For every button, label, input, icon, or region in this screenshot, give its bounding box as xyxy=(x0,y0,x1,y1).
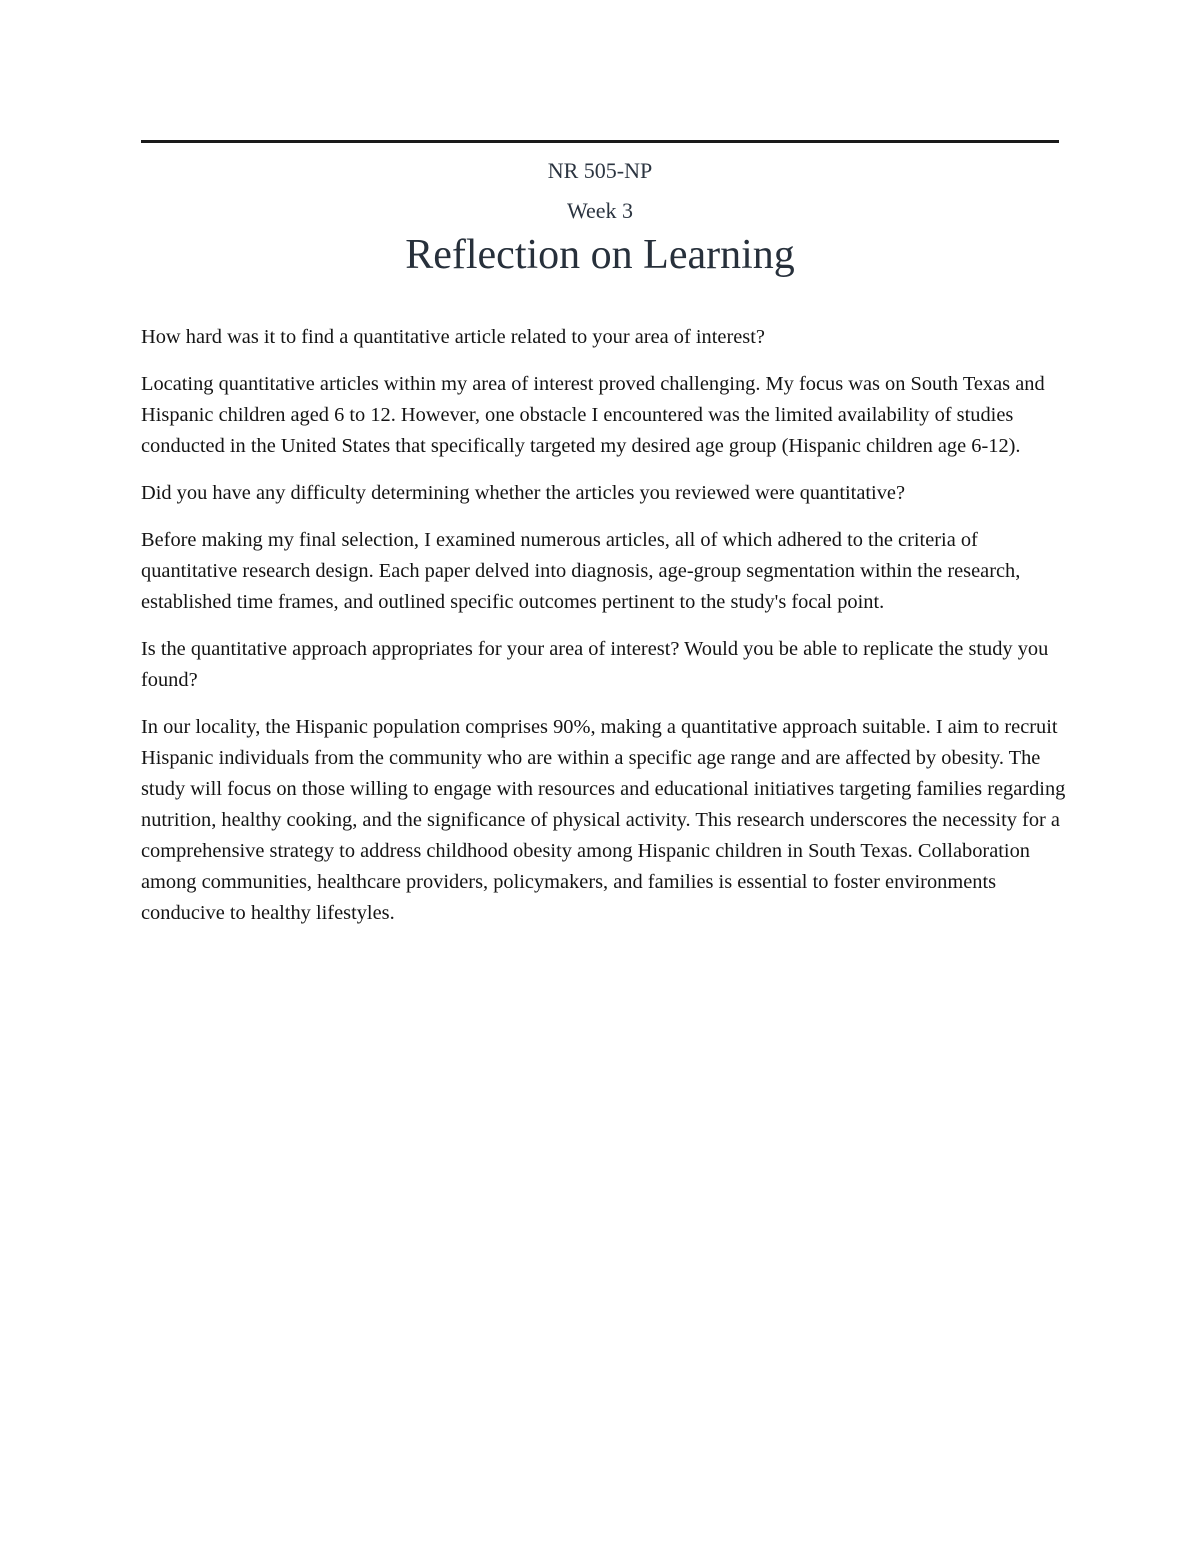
question-1: How hard was it to find a quantitative article related to your area of interest? xyxy=(141,326,765,348)
answer-1: Locating quantitative articles within my area of interest proved challenging. My focus was on South Texas and Hispanic children aged 6 to 12. However, one obstacle I encountered was the limited availability of studies conducted in the United States that specifically targeted my desired age group (Hispanic children age 6-12). xyxy=(141,373,1045,457)
document-title: Reflection on Learning xyxy=(405,232,795,278)
answer-2: Before making my final selection, I examined numerous articles, all of which adhered to the criteria of quantitative research design. Each paper delved into diagnosis, age-group segmentation within the research, established time frames, and outlined specific outcomes pertinent to the study's focal point. xyxy=(141,529,1021,613)
question-3: Is the quantitative approach appropriates for your area of interest? Would you be able to replicate the study you found? xyxy=(141,638,1049,691)
document-body xyxy=(141,322,1066,945)
answer-3: In our locality, the Hispanic population comprises 90%, making a quantitative approach suitable. I aim to recruit Hispanic individuals from the community who are within a specific age range and are affected by obesity. The study will focus on those willing to engage with resources and educational initiatives targeting families regarding nutrition, healthy cooking, and the significance of physical activity. This research underscores the necessity for a comprehensive strategy to address childhood obesity among Hispanic children in South Texas. Collaboration among communities, healthcare providers, policymakers, and families is essential to foster environments conducive to healthy lifestyles. xyxy=(141,716,1066,924)
header-divider xyxy=(141,140,1059,143)
question-2: Did you have any difficulty determining whether the articles you reviewed were quantitative? xyxy=(141,482,906,504)
week-label: Week 3 xyxy=(566,198,634,223)
course-code: NR 505-NP xyxy=(547,158,653,183)
